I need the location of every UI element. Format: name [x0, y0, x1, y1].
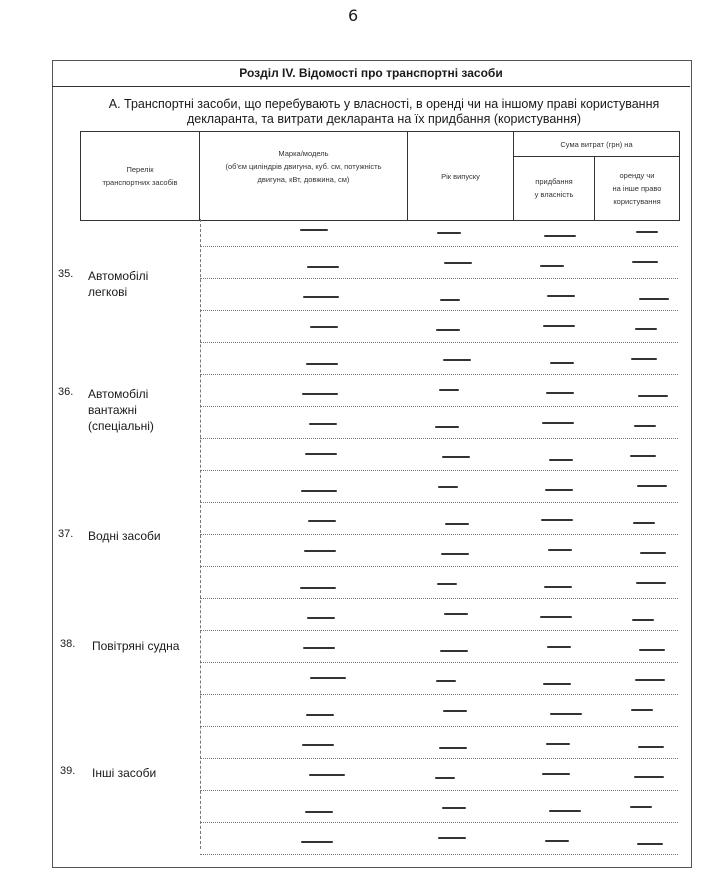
row-separator — [200, 758, 678, 760]
dash-mark — [305, 453, 337, 455]
header-expenses-group: Сума витрат (грн) на — [560, 139, 633, 149]
dash-mark — [543, 683, 571, 685]
dash-mark — [302, 744, 334, 746]
dash-mark — [640, 552, 666, 554]
dash-mark — [545, 489, 573, 491]
dash-mark — [435, 777, 455, 779]
dash-mark — [438, 837, 466, 839]
dash-mark — [443, 710, 467, 712]
dash-mark — [635, 679, 665, 681]
dash-mark — [441, 553, 469, 555]
dash-mark — [305, 811, 333, 813]
dash-mark — [634, 776, 664, 778]
dash-mark — [637, 843, 663, 845]
row-separator — [200, 566, 678, 568]
dash-mark — [309, 774, 345, 776]
header-make-model: Марка/модель (об'єм циліндрів двигуна, куб. см, потужність двигуна, кВт, довжина, см) — [225, 148, 382, 184]
dash-mark — [540, 616, 572, 618]
dash-mark — [541, 519, 573, 521]
subtitle-line-2: декларанта, та витрати декларанта на їх придбання (користування) — [186, 112, 582, 126]
dash-mark — [549, 459, 573, 461]
dash-mark — [440, 650, 468, 652]
table-header — [80, 131, 680, 221]
dash-mark — [445, 523, 469, 525]
header-year: Рік випуску — [441, 171, 480, 181]
dash-mark — [639, 298, 669, 300]
dash-mark — [550, 713, 582, 715]
row-separator — [200, 854, 678, 856]
dash-mark — [440, 299, 460, 301]
dash-mark — [543, 325, 575, 327]
dash-mark — [436, 329, 460, 331]
dash-mark — [638, 746, 664, 748]
dash-mark — [632, 261, 658, 263]
dash-mark — [300, 587, 336, 589]
row-separator — [200, 438, 678, 440]
dash-mark — [544, 586, 572, 588]
dash-mark — [304, 550, 336, 552]
dash-mark — [546, 392, 574, 394]
dash-mark — [637, 485, 667, 487]
row-separator — [200, 662, 678, 664]
dash-mark — [549, 810, 581, 812]
dash-mark — [442, 456, 470, 458]
dash-mark — [636, 582, 666, 584]
row-separator — [200, 342, 678, 344]
dash-mark — [443, 359, 471, 361]
dash-mark — [438, 486, 458, 488]
dash-mark — [301, 841, 333, 843]
dash-mark — [544, 235, 576, 237]
dash-mark — [300, 229, 328, 231]
dash-mark — [436, 680, 456, 682]
dash-mark — [546, 743, 570, 745]
row-separator — [200, 694, 678, 696]
dash-mark — [632, 619, 654, 621]
row-separator — [200, 406, 678, 408]
dash-mark — [630, 455, 656, 457]
row-separator — [200, 726, 678, 728]
dash-mark — [307, 617, 335, 619]
dash-mark — [442, 807, 466, 809]
dash-mark — [631, 709, 653, 711]
row-separator — [200, 278, 678, 280]
dash-mark — [439, 747, 467, 749]
dash-mark — [542, 773, 570, 775]
row-separator — [200, 470, 678, 472]
dash-mark — [439, 389, 459, 391]
dash-mark — [639, 649, 665, 651]
dash-mark — [631, 358, 657, 360]
row-separator — [200, 790, 678, 792]
dash-mark — [303, 296, 339, 298]
dash-mark — [542, 422, 574, 424]
page-number: 6 — [348, 6, 359, 25]
header-rent: оренду чи на інше право користування — [612, 170, 662, 206]
dash-mark — [547, 295, 575, 297]
row-separator — [200, 630, 678, 632]
dash-mark — [306, 714, 334, 716]
row-separator — [200, 822, 678, 824]
header-vehicle-list: Перелік транспортних засобів — [102, 165, 178, 187]
dash-mark — [630, 806, 652, 808]
subtitle-line-1: А. Транспортні засоби, що перебувають у власності, в оренді чи на іншому праві користування — [108, 97, 660, 111]
dash-mark — [540, 265, 564, 267]
row-separator — [200, 598, 678, 600]
dash-mark — [308, 520, 336, 522]
row-separator — [200, 534, 678, 536]
dash-mark — [437, 583, 457, 585]
row-separator — [200, 246, 678, 248]
dash-mark — [303, 647, 335, 649]
dash-mark — [548, 549, 572, 551]
dash-mark — [444, 262, 472, 264]
dash-mark — [306, 363, 338, 365]
row-separator — [200, 374, 678, 376]
dash-mark — [310, 326, 338, 328]
dash-mark — [309, 423, 337, 425]
dash-mark — [635, 328, 657, 330]
header-purchase: придбання у власність — [534, 177, 574, 199]
dash-mark — [435, 426, 459, 428]
section-title: Розділ IV. Відомості про транспортні засоби — [52, 60, 690, 87]
dash-mark — [550, 362, 574, 364]
dash-mark — [307, 266, 339, 268]
dash-mark — [301, 490, 337, 492]
row-separator — [200, 502, 678, 504]
dash-mark — [638, 395, 668, 397]
dash-mark — [302, 393, 338, 395]
dash-mark — [310, 677, 346, 679]
dash-mark — [547, 646, 571, 648]
dash-mark — [634, 425, 656, 427]
row-separator — [200, 310, 678, 312]
dash-mark — [444, 613, 468, 615]
dash-mark — [633, 522, 655, 524]
dash-mark — [545, 840, 569, 842]
dash-mark — [636, 231, 658, 233]
dash-mark — [437, 232, 461, 234]
